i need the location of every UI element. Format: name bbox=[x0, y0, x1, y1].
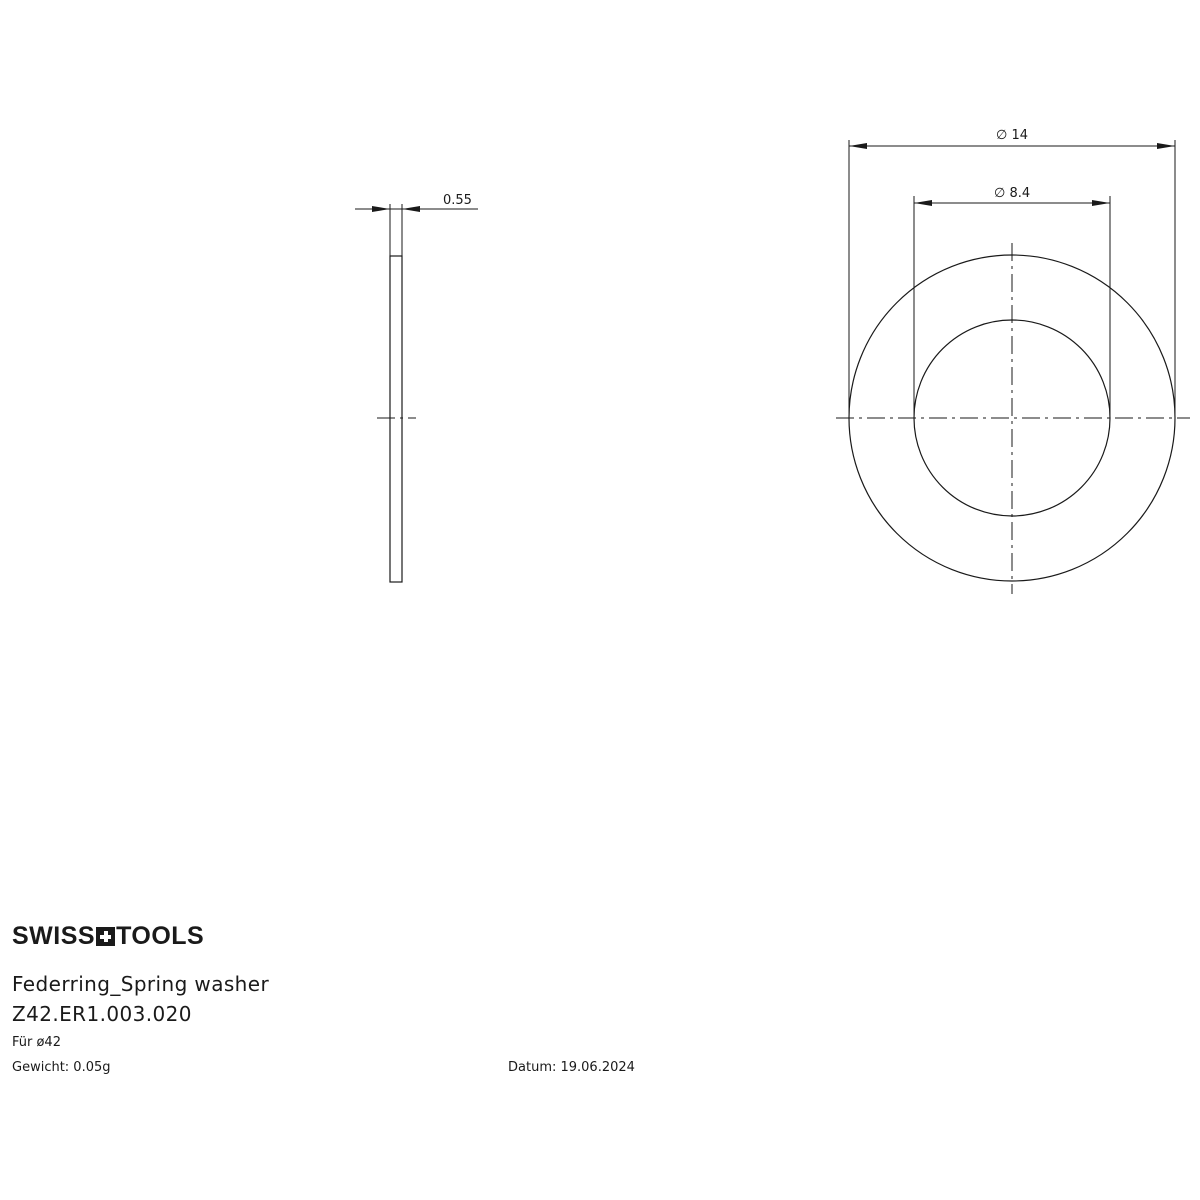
outer-diameter-label: ∅ 14 bbox=[996, 128, 1028, 143]
date: Datum: 19.06.2024 bbox=[508, 1060, 635, 1075]
thickness-arrow-left bbox=[372, 206, 390, 212]
outer-arrow-left bbox=[849, 143, 867, 149]
inner-arrow-left bbox=[914, 200, 932, 206]
weight: Gewicht: 0.05g bbox=[12, 1060, 111, 1075]
thickness-arrow-right bbox=[402, 206, 420, 212]
brand-logo bbox=[12, 922, 204, 951]
side-view bbox=[355, 193, 478, 582]
brand-name-right: TOOLS bbox=[116, 922, 205, 950]
front-view bbox=[836, 128, 1190, 594]
washer-side-profile bbox=[390, 256, 402, 582]
brand-name-left: SWISS bbox=[12, 922, 96, 950]
thickness-label: 0.55 bbox=[443, 193, 472, 208]
inner-diameter-label: ∅ 8.4 bbox=[994, 186, 1031, 201]
part-name: Federring_Spring washer bbox=[12, 972, 270, 996]
part-number: Z42.ER1.003.020 bbox=[12, 1002, 192, 1026]
inner-arrow-right bbox=[1092, 200, 1110, 206]
outer-arrow-right bbox=[1157, 143, 1175, 149]
fits-size: Für ø42 bbox=[12, 1035, 61, 1050]
swiss-cross-icon bbox=[96, 927, 115, 946]
